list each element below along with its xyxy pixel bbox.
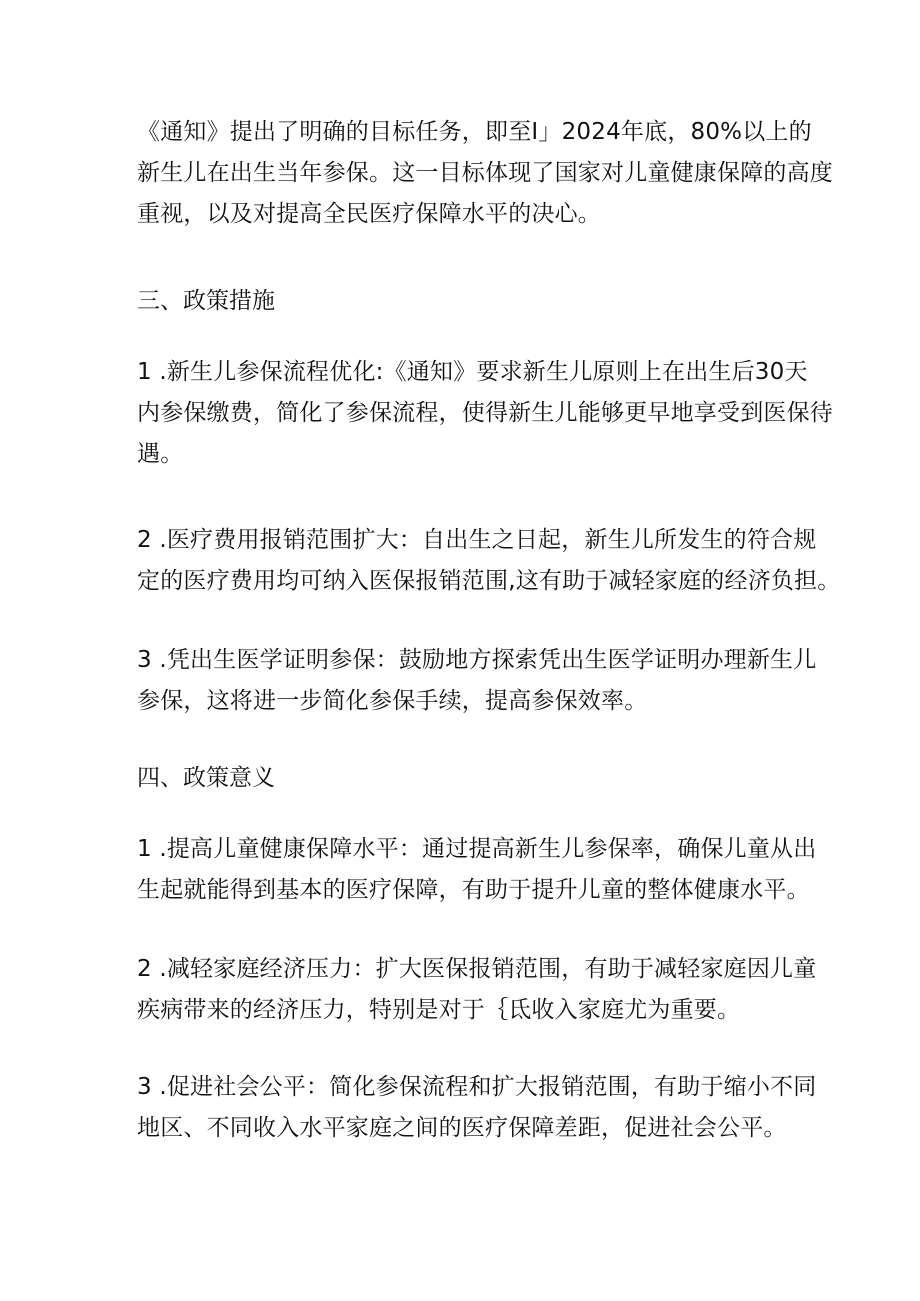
paragraph-line: 1 .提高儿童健康保障水平：通过提高新生儿参保率，确保儿童从出 (137, 836, 817, 862)
paragraph-line: 新生儿在出生当年参保。这一目标体现了国家对儿童健康保障的高度 (137, 160, 833, 186)
measure-item-1 (137, 352, 833, 475)
paragraph-line: 生起就能得到基本的医疗保障，有助于提升儿童的整体健康水平。 (137, 877, 810, 903)
section-heading-policy-measures: 三、政策措施 (137, 288, 275, 314)
paragraph-line: 内参保缴费，简化了参保流程，使得新生儿能够更早地享受到医保待 (137, 400, 833, 426)
paragraph-line: 3 .凭出生医学证明参保：鼓励地方探索凭出生医学证明办理新生儿 (137, 647, 817, 673)
meaning-item-1 (137, 829, 817, 911)
paragraph-line: 地区、不同收入水平家庭之间的医疗保障差距，促进社会公平。 (137, 1115, 787, 1141)
paragraph-line: 3 .促进社会公平：简化参保流程和扩大报销范围，有助于缩小不同 (137, 1074, 817, 1100)
meaning-item-3 (137, 1067, 817, 1149)
measure-item-2 (137, 520, 841, 602)
paragraph-line: 1 .新生儿参保流程优化:《通知》要求新生儿原则上在出生后30天 (137, 359, 808, 385)
paragraph-line: 2 .减轻家庭经济压力：扩大医保报销范围，有助于减轻家庭因儿童 (137, 956, 817, 982)
paragraph-line: 《通知》提出了明确的目标任务，即至I」2024年底，80%以上的 (137, 119, 812, 145)
meaning-item-2 (137, 949, 817, 1031)
paragraph-line: 遇。 (137, 441, 184, 467)
measure-item-3 (137, 640, 817, 722)
paragraph-line: 疾病带来的经济压力，特别是对于｛氐收入家庭尤为重要。 (137, 997, 741, 1023)
section-heading-policy-significance: 四、政策意义 (137, 765, 275, 791)
paragraph-line: 重视，以及对提高全民医疗保障水平的决心。 (137, 201, 601, 227)
paragraph-line: 参保，这将进一步简化参保手续，提高参保效率。 (137, 688, 648, 714)
goal-paragraph (137, 112, 833, 235)
paragraph-line: 2 .医疗费用报销范围扩大：自出生之日起，新生儿所发生的符合规 (137, 527, 817, 553)
paragraph-line: 定的医疗费用均可纳入医保报销范围,这有助于减轻家庭的经济负担。 (137, 568, 841, 594)
